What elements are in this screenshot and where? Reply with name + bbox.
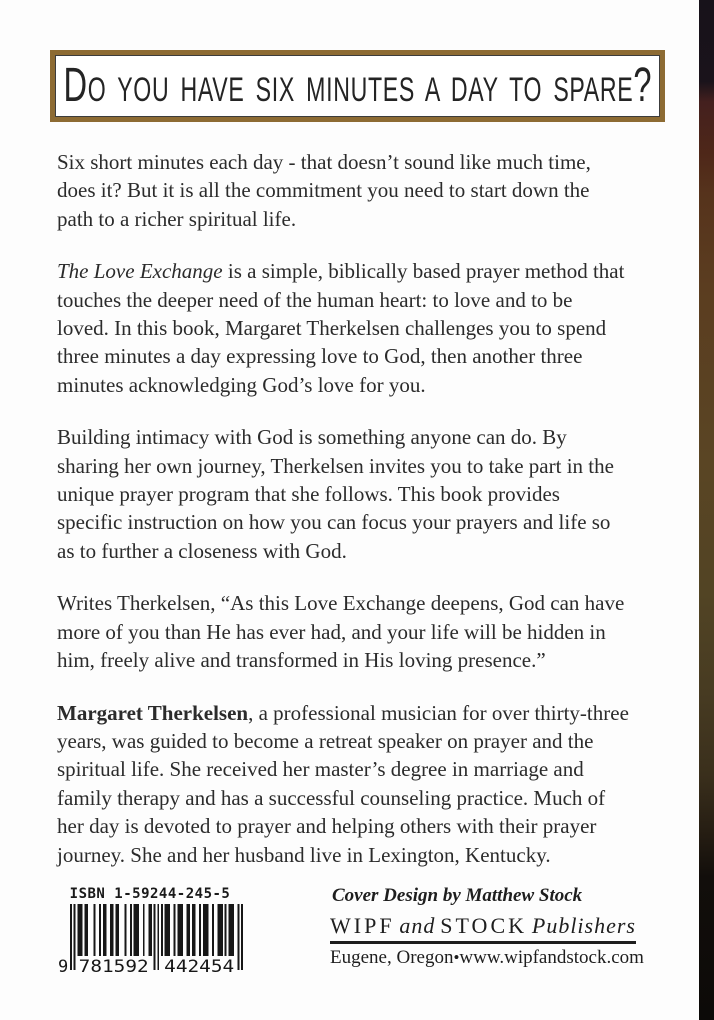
- text-line: him, freely alive and transformed in His loving presence.”: [57, 648, 546, 673]
- publisher-location-line: [330, 947, 644, 969]
- text-line: her day is devoted to prayer and helping others with their prayer: [57, 814, 597, 839]
- publisher-name-publishers: Publishers: [531, 913, 636, 938]
- ean13-barcode: [56, 904, 244, 976]
- publisher-block: [330, 885, 644, 969]
- text-line: spiritual life. She received her master’s degree in marriage and: [57, 757, 584, 782]
- spine-edge-strip: [699, 0, 714, 1020]
- text-line: years, was guided to become a retreat speaker on prayer and the: [57, 728, 594, 753]
- headline-text: [63, 59, 652, 112]
- publisher-website: www.wipfandstock.com: [459, 947, 644, 968]
- paragraph: [57, 423, 629, 565]
- paragraph: [57, 148, 629, 233]
- bullet-separator: •: [453, 948, 460, 967]
- publisher-name: [330, 913, 636, 939]
- text-line: Six short minutes each day - that doesn’t sound like much time,: [57, 150, 591, 174]
- text-line: journey. She and her husband live in Lexington, Kentucky.: [57, 842, 551, 867]
- isbn-barcode-block: [56, 886, 244, 976]
- svg-text:781592: 781592: [78, 957, 149, 976]
- text-line: The Love Exchange is a simple, biblically based prayer method that: [57, 259, 625, 284]
- body-copy: [57, 148, 629, 893]
- text-line: three minutes a day expressing love to God, then another three: [57, 344, 583, 369]
- publisher-name-wipf: WIPF: [330, 913, 395, 938]
- svg-text:442454: 442454: [164, 957, 235, 976]
- text-line: Building intimacy with God is something anyone can do. By: [57, 425, 567, 450]
- text-line: specific instruction on how you can focus your prayers and life so: [57, 510, 611, 535]
- cover-design-credit: Cover Design by Matthew Stock: [332, 885, 583, 906]
- publisher-name-and: and: [399, 913, 436, 938]
- isbn-label: ISBN 1-59244-245-5: [69, 886, 231, 902]
- headline-box: [50, 50, 665, 122]
- paragraph: [57, 257, 629, 399]
- text-line: does it? But it is all the commitment you need to start down the: [57, 178, 590, 203]
- text-line: touches the deeper need of the human heart: to love and to be: [57, 287, 573, 312]
- text-line: sharing her own journey, Therkelsen invites you to take part in the: [57, 453, 614, 478]
- headline-rest: O YOU HAVE SIX MINUTES A DAY TO SPARE: [87, 71, 634, 109]
- text-line: more of you than He has ever had, and your life will be hidden in: [57, 619, 606, 644]
- text-line: as to further a closeness with God.: [57, 538, 347, 563]
- svg-text:9: 9: [58, 957, 69, 976]
- text-line: minutes acknowledging God’s love for you.: [57, 372, 426, 397]
- publisher-city: Eugene, Oregon: [330, 947, 454, 968]
- publisher-name-stock: STOCK: [440, 913, 528, 938]
- text-line: Writes Therkelsen, “As this Love Exchange deepens, God can have: [57, 591, 625, 616]
- text-line: unique prayer program that she follows. This book provides: [57, 482, 560, 507]
- headline-lead-cap: D: [63, 59, 88, 112]
- publisher-rule: [330, 941, 636, 944]
- text-line: loved. In this book, Margaret Therkelsen challenges you to spend: [57, 316, 607, 341]
- paragraph: [57, 699, 629, 869]
- headline-question-mark: ?: [633, 59, 652, 112]
- paragraph: [57, 589, 629, 674]
- text-line: family therapy and has a successful counseling practice. Much of: [57, 785, 606, 810]
- text-line: Margaret Therkelsen, a professional musician for over thirty-three: [57, 700, 629, 725]
- text-line: path to a richer spiritual life.: [57, 206, 297, 231]
